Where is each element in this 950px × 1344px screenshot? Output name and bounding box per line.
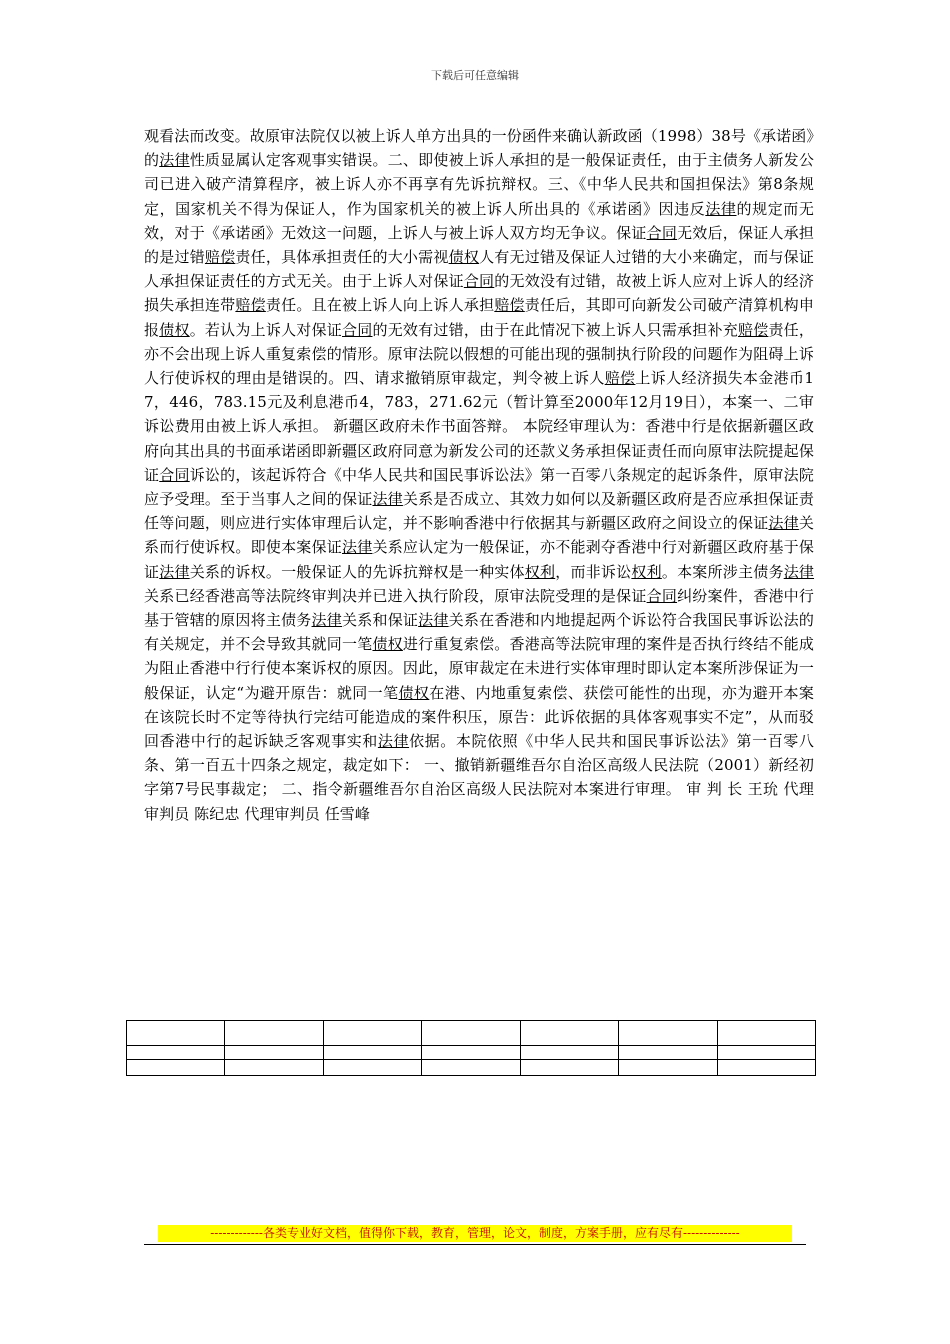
table-cell <box>717 1021 815 1046</box>
table-cell <box>717 1060 815 1076</box>
underlined-term: 法律 <box>159 562 190 581</box>
underlined-term: 合同 <box>463 272 495 291</box>
text-run: 关系是否成立、其效力如何以及新疆区政府是否应承担保证责任等问题，则应进行实体审理后认定，并不影响香港中行依据其与新疆区政府之间设立的保证 <box>144 490 814 533</box>
text-run: 观看法而改变。故原审法院仅以被上诉人单方出具的一份函件来确认新政函（1998）38号《承诺函》的 <box>144 127 814 170</box>
table-cell <box>619 1021 717 1046</box>
text-run: 纠纷案件，香港中行基于管辖的原因将主债务 <box>144 586 815 630</box>
table-cell <box>323 1021 421 1046</box>
text-run: 关系和保证 <box>342 611 419 630</box>
text-run: 关系已经香港高等法院终审判决并已进入执行阶段，原审法院受理的是保证 <box>144 586 647 605</box>
underlined-term: 法律 <box>783 562 815 581</box>
underlined-term: 权利 <box>631 562 662 581</box>
text-run: 无效后，保证人承担的是过错 <box>144 223 815 267</box>
text-run: ，而非诉讼 <box>555 562 632 581</box>
text-run: 依据。本院依照《中华人民共和国民事诉讼法》第一百零八条、第一百五十四条之规定，裁定如下： 一、撤销新疆维吾尔自治区高级人民法院（2001）新经初字第7号民事裁定； 二、指令新疆维吾尔自治区高级人民法院对本案进行审理。 审 判 长 王玧 代理审判员 陈纪忠 代理审判员 任雪峰 <box>144 732 814 823</box>
text-run: 。若认为上诉人对保证 <box>189 320 342 339</box>
underlined-term: 法律 <box>768 514 799 533</box>
underlined-term: 债权 <box>372 635 403 654</box>
underlined-term: 债权 <box>398 683 430 702</box>
table-cell <box>225 1021 323 1046</box>
text-run: 关系而行使诉权。即使本案保证 <box>144 514 815 557</box>
blank-table <box>126 1020 816 1076</box>
underlined-term: 合同 <box>646 223 678 242</box>
text-run: 性质显属认定客观事实错误。二、即使被上诉人承担的是一般保证责任，由于主债务人新发公司已进入破产清算程序，被上诉人亦不再享有先诉抗辩权。三、《中华人民共和国担保法》第8条规定，国家机关不得为保证人，作为国家机关的被上诉人所出具的《承诺函》因违反 <box>144 151 814 218</box>
document-body <box>144 124 814 826</box>
table-cell <box>619 1046 717 1060</box>
text-run: 责任。且在被上诉人向上诉人承担 <box>265 296 495 315</box>
text-run: 责任，具体承担责任的大小需视 <box>235 248 449 267</box>
underlined-term: 合同 <box>159 465 190 484</box>
text-run: 的规定而无效，对于《承诺函》无效这一问题，上诉人与被上诉人双方均无争议。保证 <box>144 199 814 242</box>
underlined-term: 合同 <box>646 586 678 605</box>
text-run: 上诉人经济损失本金港币17，446，783.15元及利息港币4，783，271.62元（暂计算至2000年12月19日），本案一、二审诉讼费用由被上诉人承担。 新疆区政府未作书面答辩。 本院经审理认为：香港中行是依据新疆区政府向其出具的书面承诺函即新疆区政府同意为新发公司的还款义务承担保证责任而向原审法院提起保证 <box>144 369 814 484</box>
underlined-term: 法律 <box>418 611 449 630</box>
underlined-term: 赔偿 <box>604 369 636 388</box>
table-row <box>127 1060 816 1076</box>
table-cell <box>225 1060 323 1076</box>
footer-banner: -------------各类专业好文档，值得你下载，教育，管理，论文，制度，方案手册，应有尽有-------------- <box>158 1225 792 1242</box>
underlined-term: 债权 <box>448 248 480 267</box>
underlined-term: 赔偿 <box>494 296 525 315</box>
table-cell <box>127 1046 225 1060</box>
footer-divider <box>144 1244 806 1245</box>
table-cell <box>520 1021 618 1046</box>
underlined-term: 赔偿 <box>204 248 236 267</box>
table-cell <box>717 1046 815 1060</box>
underlined-term: 合同 <box>342 320 373 339</box>
text-run: 进行重复索偿。香港高等法院审理的案件是否执行终结不能成为阻止香港中行行使本案诉权的原因。因此，原审裁定在未进行实体审理时即认定本案所涉保证为一般保证，认定“为避开原告：就同一笔 <box>144 635 814 702</box>
table-cell <box>422 1060 520 1076</box>
table-cell <box>323 1060 421 1076</box>
underlined-term: 法律 <box>705 199 737 218</box>
underlined-term: 法律 <box>159 151 190 170</box>
underlined-term: 法律 <box>311 611 342 630</box>
text-run: 关系的诉权。一般保证人的先诉抗辩权是一种实体 <box>189 562 525 581</box>
text-run: 的无效有过错，由于在此情况下被上诉人只需承担补充 <box>372 320 738 339</box>
table-cell <box>225 1046 323 1060</box>
table-cell <box>127 1021 225 1046</box>
underlined-term: 赔偿 <box>737 320 769 339</box>
table-cell <box>520 1046 618 1060</box>
underlined-term: 法律 <box>342 538 373 557</box>
text-run: 关系应认定为一般保证，亦不能剥夺香港中行对新疆区政府基于保证 <box>144 538 815 581</box>
underlined-term: 权利 <box>524 562 556 581</box>
underlined-term: 法律 <box>372 490 403 509</box>
text-run: 在港、内地重复索偿、获偿可能性的出现，亦为避开本案在该院长时不定等待执行完结可能造成的案件积压，原告：此诉依据的具体客观事实不定”，从而驳回香港中行的起诉缺乏客观事实和 <box>144 683 815 751</box>
text-run: 责任后，其即可向新发公司破产清算机构申报 <box>144 296 815 339</box>
text-run: 诉讼的，该起诉符合《中华人民共和国民事诉讼法》第一百零八条规定的起诉条件，原审法院应予受理。至于当事人之间的保证 <box>144 465 814 509</box>
table-cell <box>520 1060 618 1076</box>
page-header: 下载后可任意编辑 <box>431 69 519 82</box>
table-cell <box>619 1060 717 1076</box>
table-cell <box>422 1021 520 1046</box>
table-cell <box>323 1046 421 1060</box>
underlined-term: 债权 <box>159 320 190 339</box>
underlined-term: 赔偿 <box>235 296 266 315</box>
text-run: 责任，亦不会出现上诉人重复索偿的情形。原审法院以假想的可能出现的强制执行阶段的问题作为阻碍上诉人行使诉权的理由是错误的。四、请求撤销原审裁定，判令被上诉人 <box>144 320 814 388</box>
table-row <box>127 1021 816 1046</box>
underlined-term: 法律 <box>377 732 410 751</box>
table-row <box>127 1046 816 1060</box>
text-run: 。本案所涉主债务 <box>661 562 784 581</box>
text-run: 的无效没有过错，故被上诉人应对上诉人的经济损失承担连带 <box>144 272 814 315</box>
text-run: 关系在香港和内地提起两个诉讼符合我国民事诉讼法的有关规定，并不会导致其就同一笔 <box>144 611 815 654</box>
table-cell <box>422 1046 520 1060</box>
text-run: 人有无过错及保证人过错的大小来确定，而与保证人承担保证责任的方式无关。由于上诉人对保证 <box>144 248 815 291</box>
table-cell <box>127 1060 225 1076</box>
